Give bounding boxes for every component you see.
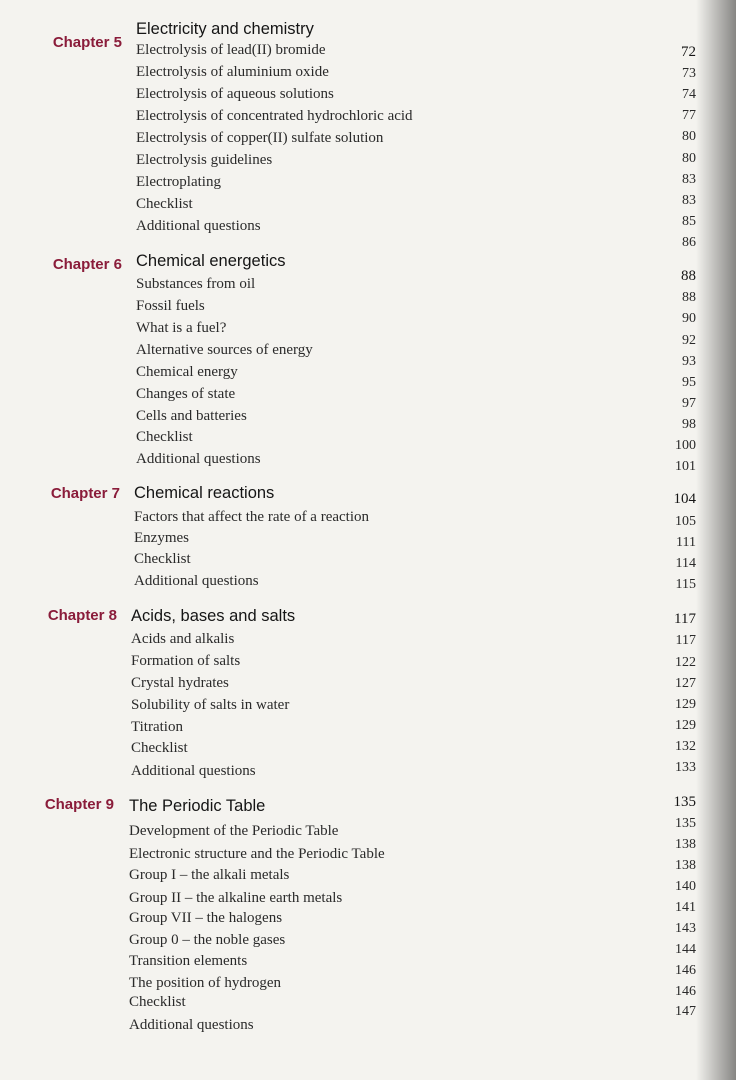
chapter-title[interactable]: Chemical energetics [136, 252, 286, 270]
toc-entry[interactable]: The position of hydrogen [129, 975, 282, 991]
toc-entry[interactable]: Electrolysis of aluminium oxide [136, 64, 329, 80]
page-number: 117 [675, 633, 696, 648]
page-number: 104 [673, 491, 696, 507]
page-number: 138 [675, 837, 696, 852]
toc-entry[interactable]: Electrolysis of copper(II) sulfate solution [136, 130, 384, 146]
chapter-label: Chapter 8 [47, 607, 117, 624]
page-number: 90 [682, 311, 696, 326]
toc-entry[interactable]: Checklist [131, 740, 188, 756]
toc-entry[interactable]: Alternative sources of energy [136, 342, 313, 358]
toc-entry[interactable]: Checklist [136, 429, 193, 445]
toc-entry[interactable]: Titration [131, 719, 183, 735]
chapter-label: Chapter 9 [44, 796, 114, 813]
page-number: 129 [675, 697, 696, 712]
page-number: 92 [682, 333, 696, 348]
page-number: 100 [675, 438, 696, 453]
page-number: 129 [675, 718, 696, 733]
page-number: 73 [682, 66, 696, 81]
page-number: 147 [675, 1004, 696, 1019]
toc-entry[interactable]: Electroplating [136, 174, 221, 190]
toc-entry[interactable]: Additional questions [136, 218, 261, 234]
toc-entry[interactable]: Enzymes [134, 530, 189, 546]
toc-entry[interactable]: Group VII – the halogens [129, 910, 283, 926]
chapter-title[interactable]: Acids, bases and salts [131, 607, 296, 625]
toc-entry[interactable]: Checklist [134, 551, 191, 567]
page-number: 105 [675, 514, 696, 529]
page-number: 115 [675, 577, 696, 592]
page-number: 83 [682, 172, 696, 187]
toc-entry[interactable]: Electrolysis of concentrated hydrochloric acid [136, 108, 413, 124]
page-number: 97 [682, 396, 696, 411]
chapter-label: Chapter 5 [52, 34, 122, 51]
page-edge-shadow [696, 0, 736, 1080]
toc-entry[interactable]: Transition elements [129, 953, 248, 969]
toc-entry[interactable]: Changes of state [136, 386, 236, 402]
page-number: 98 [682, 417, 696, 432]
page-number: 144 [675, 942, 696, 957]
page-number: 86 [682, 235, 696, 250]
page-number: 85 [682, 214, 696, 229]
toc-entry[interactable]: Additional questions [129, 1017, 254, 1033]
toc-entry[interactable]: Electronic structure and the Periodic Table [129, 846, 385, 862]
toc-entry[interactable]: Formation of salts [131, 653, 241, 669]
page-number: 135 [673, 794, 696, 810]
toc-entry[interactable]: What is a fuel? [136, 320, 227, 336]
toc-entry[interactable]: Checklist [129, 994, 186, 1010]
toc-entry[interactable]: Checklist [136, 196, 193, 212]
page-number: 77 [682, 108, 696, 123]
toc-entry[interactable]: Group I – the alkali metals [129, 867, 290, 883]
toc-entry[interactable]: Electrolysis of lead(II) bromide [136, 42, 326, 58]
chapter-title[interactable]: Chemical reactions [134, 484, 275, 502]
page-number: 88 [681, 268, 696, 284]
page-number: 72 [681, 44, 696, 60]
page-number: 122 [675, 655, 696, 670]
chapter-title[interactable]: Electricity and chemistry [136, 20, 314, 38]
page-number: 146 [675, 963, 696, 978]
toc-entry[interactable]: Group 0 – the noble gases [129, 932, 286, 948]
page-number: 132 [675, 739, 696, 754]
page-number: 143 [675, 921, 696, 936]
toc-entry[interactable]: Chemical energy [136, 364, 238, 380]
toc-entry[interactable]: Electrolysis of aqueous solutions [136, 86, 334, 102]
page-number: 80 [682, 129, 696, 144]
toc-entry[interactable]: Electrolysis guidelines [136, 152, 273, 168]
page-number: 138 [675, 858, 696, 873]
page-number: 93 [682, 354, 696, 369]
toc-entry[interactable]: Additional questions [131, 763, 256, 779]
toc-entry[interactable]: Additional questions [134, 573, 259, 589]
page-number: 74 [682, 87, 696, 102]
page-number: 133 [675, 760, 696, 775]
page-number: 117 [674, 611, 696, 627]
toc-entry[interactable]: Group II – the alkaline earth metals [129, 890, 343, 906]
page-number: 111 [676, 535, 696, 550]
toc-entry[interactable]: Development of the Periodic Table [129, 823, 339, 839]
page-number: 114 [675, 556, 696, 571]
page-number: 83 [682, 193, 696, 208]
toc-entry[interactable]: Fossil fuels [136, 298, 205, 314]
page-number: 146 [675, 984, 696, 999]
toc-entry[interactable]: Additional questions [136, 451, 261, 467]
toc-entry[interactable]: Acids and alkalis [131, 631, 235, 647]
page-number: 88 [682, 290, 696, 305]
page-number: 101 [675, 459, 696, 474]
page-number: 127 [675, 676, 696, 691]
page-number: 135 [675, 816, 696, 831]
toc-entry[interactable]: Factors that affect the rate of a reaction [134, 509, 370, 525]
toc-entry[interactable]: Substances from oil [136, 276, 256, 292]
chapter-label: Chapter 7 [50, 485, 120, 502]
page-number: 95 [682, 375, 696, 390]
page-number: 80 [682, 151, 696, 166]
toc-entry[interactable]: Solubility of salts in water [131, 697, 290, 713]
toc-entry[interactable]: Cells and batteries [136, 408, 247, 424]
page-number: 141 [675, 900, 696, 915]
toc-entry[interactable]: Crystal hydrates [131, 675, 229, 691]
chapter-label: Chapter 6 [52, 256, 122, 273]
chapter-title[interactable]: The Periodic Table [129, 797, 266, 815]
page-number: 140 [675, 879, 696, 894]
